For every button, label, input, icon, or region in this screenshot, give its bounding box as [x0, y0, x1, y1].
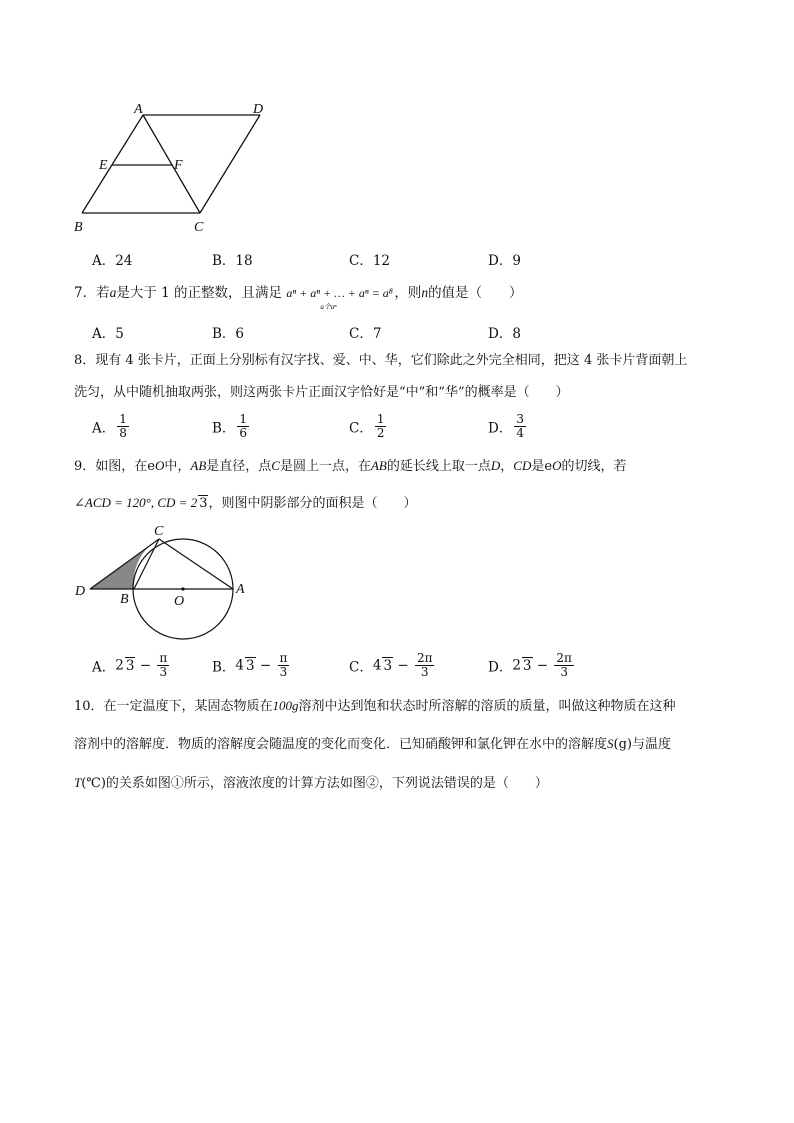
q7-option-a[interactable]: A．5 — [92, 326, 124, 342]
label-C: C — [194, 220, 204, 235]
label-E: E — [99, 158, 108, 173]
q8-option-d[interactable]: D． $\frac{3}{4}$ — [488, 412, 524, 440]
center-dot — [181, 587, 184, 590]
q7-option-b[interactable]: B．6 — [212, 326, 245, 342]
q9-stem-line2: ∠ACD = 120°, CD = 2 3，则图中阴影部分的面积是（ ） — [74, 495, 417, 511]
q6-option-c[interactable]: C．12 — [349, 253, 391, 269]
label-A: A — [134, 102, 143, 117]
label-A: A — [236, 582, 245, 597]
q7-stem: 7．若a是大于 1 的正整数，且满足 aⁿ + aⁿ + … + aⁿ = a⁸ a个aⁿ ，则n的值是（ ） — [74, 285, 523, 311]
q7-formula: aⁿ + aⁿ + … + aⁿ = a⁸ a个aⁿ — [286, 286, 393, 311]
label-D: D — [75, 584, 86, 599]
q9-option-c[interactable]: C．4 3 − $\frac{2\pi}{3}$ — [349, 651, 433, 679]
q8-option-a[interactable]: A． $\frac{1}{8}$ — [92, 412, 127, 440]
q7-option-c[interactable]: C．7 — [349, 326, 382, 342]
q8-stem-line2: 洗匀，从中随机抽取两张，则这两张卡片正面汉字恰好是“中”和“华”的概率是（ ） — [74, 385, 569, 400]
q8-stem-line1: 8．现有 4 张卡片，正面上分别标有汉字找、爱、中、华，它们除此之外完全相同，把这 4 张卡片背面朝上 — [74, 353, 688, 368]
q9-option-b[interactable]: B．4 3 − $\frac{\pi}{3}$ — [212, 651, 288, 679]
label-O: O — [174, 594, 185, 609]
q7-option-d[interactable]: D．8 — [488, 326, 521, 342]
q9-option-a[interactable]: A．2 3 − $\frac{\pi}{3}$ — [92, 651, 168, 679]
label-B: B — [120, 592, 129, 607]
q6-option-a[interactable]: A．24 — [92, 253, 133, 269]
parallelogram-figure — [60, 95, 280, 240]
label-D: D — [253, 102, 264, 117]
label-C: C — [154, 525, 164, 539]
label-B: B — [74, 220, 83, 235]
circle-tangent-figure — [68, 525, 258, 645]
q9-option-d[interactable]: D．2 3 − $\frac{2\pi}{3}$ — [488, 651, 572, 679]
q8-option-b[interactable]: B． $\frac{1}{6}$ — [212, 412, 248, 440]
label-F: F — [174, 158, 183, 173]
q6-option-b[interactable]: B．18 — [212, 253, 253, 269]
q9-stem-line1: 9．如图，在eO中，AB是直径，点C是圆上一点，在AB的延长线上取一点D，CD是eO的切线，若 — [74, 458, 627, 474]
q10-stem-line1: 10．在一定温度下，某固态物质在100g溶剂中达到饱和状态时所溶解的溶质的质量，叫做这种物质在这种 — [74, 698, 676, 714]
q10-stem-line3: T(℃)的关系如图①所示，溶液浓度的计算方法如图②，下列说法错误的是（ ） — [74, 775, 548, 791]
q8-option-c[interactable]: C． $\frac{1}{2}$ — [349, 412, 385, 440]
q6-option-d[interactable]: D．9 — [488, 253, 521, 269]
q10-stem-line2: 溶剂中的溶解度．物质的溶解度会随温度的变化而变化．已知硝酸钾和氯化钾在水中的溶解度S(g)与温度 — [74, 736, 671, 752]
